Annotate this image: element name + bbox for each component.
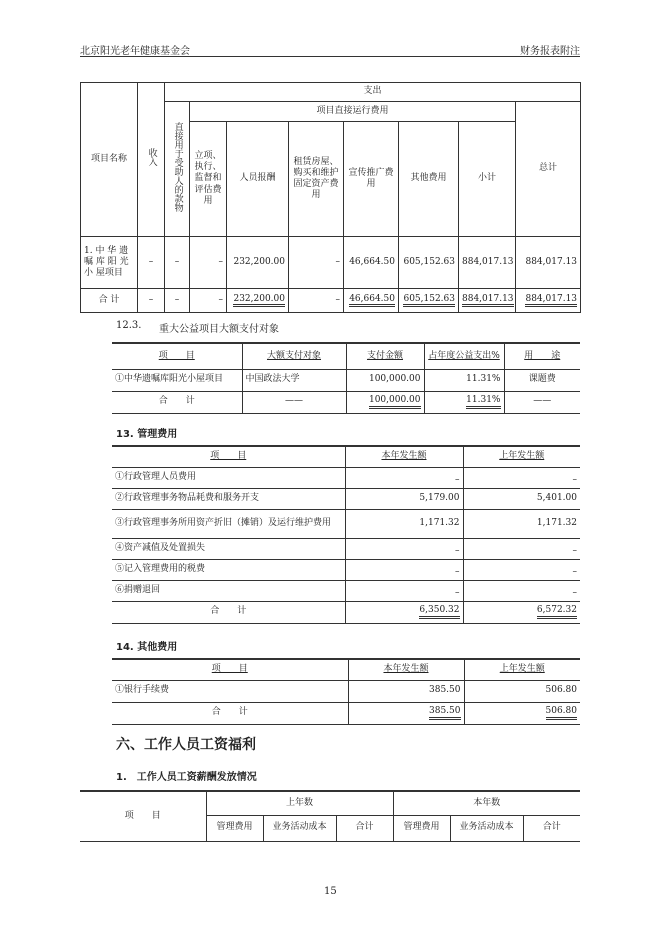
col-admin-prev: 管理费用: [206, 815, 263, 841]
large-payment-table: [112, 342, 580, 414]
project-expense-table: [80, 82, 581, 313]
cell: 1,171.32: [463, 509, 580, 538]
col-percent: 占年度公益支出%: [428, 350, 500, 361]
col-this-year: 本年发生额: [381, 451, 427, 462]
cell: 46,664.50: [344, 237, 399, 289]
col-total-this: 合计: [523, 815, 580, 841]
cell: 385.50: [348, 702, 464, 724]
cell: –: [289, 289, 344, 313]
cell: 5,401.00: [463, 488, 580, 509]
col-prev-year: 上年数: [206, 791, 393, 815]
cell: ——: [504, 391, 580, 413]
other-expense-table: [112, 658, 580, 725]
col-staff: 人员报酬: [227, 122, 289, 237]
admin-expense-table: [112, 445, 580, 624]
cell: 232,200.00: [227, 237, 289, 289]
cell: –: [463, 467, 580, 488]
table-row: [112, 580, 580, 601]
page-number: 15: [324, 886, 337, 897]
col-rent: 租赁房屋、购买和维护固定资产费用: [289, 122, 344, 237]
col-ops-this: 业务活动成本: [450, 815, 523, 841]
cell: 232,200.00: [227, 289, 289, 313]
header-doc: 财务报表附注: [520, 46, 580, 57]
table-row: [112, 680, 580, 702]
cell: 1,171.32: [345, 509, 463, 538]
cell: –: [345, 580, 463, 601]
table-row: [112, 369, 580, 391]
section-14-title: 14. 其他费用: [116, 642, 178, 653]
cell: –: [138, 289, 165, 313]
col-direct-aid: 直接用于受助人的款物: [165, 102, 190, 237]
table-row: [112, 559, 580, 580]
cell: ④资产减值及处置损失: [112, 538, 345, 559]
cell: 100,000.00: [346, 391, 424, 413]
header-org: 北京阳光老年健康基金会: [80, 46, 190, 57]
col-subtotal: 小计: [459, 122, 516, 237]
section-6-sub: 1. 工作人员工资薪酬发放情况: [116, 772, 257, 783]
cell: 11.31%: [424, 391, 504, 413]
cell: –: [138, 237, 165, 289]
col-direct-op: 项目直接运行费用: [190, 102, 516, 122]
table-row-total: [112, 702, 580, 724]
section-13-title: 13. 管理费用: [116, 429, 178, 440]
cell: ——: [242, 391, 346, 413]
cell: 合 计: [112, 391, 242, 413]
col-item: 项 目: [158, 350, 195, 361]
col-item: 项 目: [211, 664, 248, 675]
section-6-title: 六、工作人员工资福利: [116, 737, 256, 753]
cell: –: [345, 559, 463, 580]
col-purpose: 用 途: [524, 350, 561, 361]
section-12-3-title: 重大公益项目大额支付对象: [159, 324, 279, 335]
table-row-total: [81, 289, 581, 313]
table-row: [112, 488, 580, 509]
col-last-year: 上年发生额: [499, 664, 545, 675]
col-project-name: 项目名称: [81, 83, 138, 237]
cell: 合 计: [112, 601, 345, 623]
cell: –: [190, 237, 227, 289]
col-payee: 大额支付对象: [266, 350, 321, 361]
cell: ②行政管理事务物品耗费和服务开支: [112, 488, 345, 509]
cell: 11.31%: [424, 369, 504, 391]
cell: 506.80: [464, 702, 580, 724]
col-other: 其他费用: [399, 122, 459, 237]
cell: –: [463, 580, 580, 601]
cell: ①中华遗嘱库阳光小屋项目: [112, 369, 242, 391]
table-row-total: [112, 601, 580, 623]
col-income: 收入: [138, 83, 165, 237]
cell: –: [289, 237, 344, 289]
col-item: 项 目: [80, 791, 206, 841]
cell: ①银行手续费: [112, 680, 348, 702]
cell: 884,017.13: [459, 289, 516, 313]
cell: 6,350.32: [345, 601, 463, 623]
cell: –: [463, 538, 580, 559]
col-total: 总计: [516, 102, 581, 237]
cell: –: [345, 538, 463, 559]
cell: 合 计: [112, 702, 348, 724]
col-amount: 支付金额: [366, 350, 403, 361]
table-row: [112, 538, 580, 559]
cell: –: [165, 289, 190, 313]
cell: 884,017.13: [459, 237, 516, 289]
table-row: [112, 467, 580, 488]
col-total-prev: 合计: [336, 815, 393, 841]
cell: 中国政法大学: [242, 369, 346, 391]
col-expense: 支出: [165, 83, 581, 102]
col-last-year: 上年发生额: [499, 451, 545, 462]
cell: 605,152.63: [399, 289, 459, 313]
cell: 课题费: [504, 369, 580, 391]
header-rule: [80, 56, 580, 57]
cell: ⑥捐赠退回: [112, 580, 345, 601]
col-item: 项 目: [210, 451, 247, 462]
row-name: 1. 中 华 遗 嘱 库 阳 光 小 屋项目: [81, 237, 138, 289]
cell: 385.50: [348, 680, 464, 702]
salary-table: [80, 790, 580, 842]
cell: –: [190, 289, 227, 313]
cell: 884,017.13: [516, 237, 581, 289]
row-name: 合 计: [81, 289, 138, 313]
cell: 5,179.00: [345, 488, 463, 509]
cell: ⑤记入管理费用的税费: [112, 559, 345, 580]
section-12-3-num: 12.3.: [116, 320, 142, 331]
col-admin-this: 管理费用: [393, 815, 450, 841]
cell: –: [165, 237, 190, 289]
col-ops-prev: 业务活动成本: [263, 815, 336, 841]
cell: 506.80: [464, 680, 580, 702]
cell: –: [345, 467, 463, 488]
cell: 100,000.00: [346, 369, 424, 391]
col-promo: 宣传推广费用: [344, 122, 399, 237]
col-this-year: 本年发生额: [383, 664, 429, 675]
table-row-total: [112, 391, 580, 413]
cell: ①行政管理人员费用: [112, 467, 345, 488]
cell: 46,664.50: [344, 289, 399, 313]
table-row: [81, 237, 581, 289]
col-this-year: 本年数: [393, 791, 580, 815]
col-setup: 立项、执行、监督和评估费用: [190, 122, 227, 237]
table-row: [112, 509, 580, 538]
cell: 6,572.32: [463, 601, 580, 623]
cell: 605,152.63: [399, 237, 459, 289]
cell: ③行政管理事务所用资产折旧（摊销）及运行维护费用: [112, 509, 345, 538]
cell: 884,017.13: [516, 289, 581, 313]
cell: –: [463, 559, 580, 580]
